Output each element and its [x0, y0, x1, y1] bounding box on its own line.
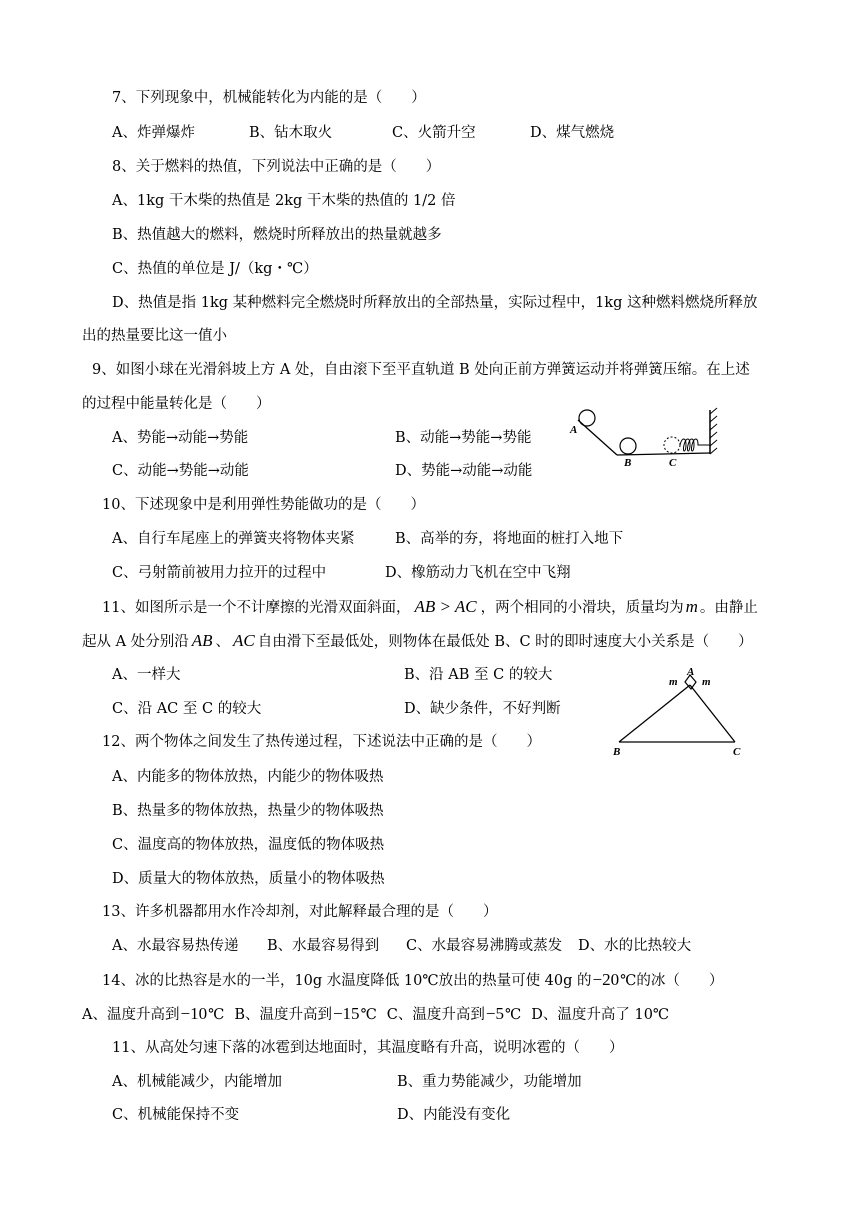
q8-option-a: A、1kg 干木柴的热值是 2kg 干木柴的热值的 1/2 倍 [112, 193, 456, 209]
q11-path-ab: AB [191, 631, 213, 650]
q11-stem-part5: 自由滑下至最低处，则物体在最低处 B、C 时的即时速度大小关系是（ ） [257, 634, 753, 650]
q12-option-b: B、热量多的物体放热，热量少的物体吸热 [112, 803, 384, 819]
q14-option-c-prefix: C、温度升高到 [386, 1007, 485, 1023]
q11-label-m-right: m [702, 676, 711, 688]
q9-stem-line2: 的过程中能量转化是（ ） [82, 396, 271, 412]
q14-option-c-unit: ℃ [505, 1007, 522, 1023]
q10-stem: 10、下述现象中是利用弹性势能做功的是（ ） [102, 497, 425, 513]
q9-ball-a [579, 410, 595, 426]
q9-ball-b [620, 438, 636, 454]
q14-option-d: D、温度升高了 10℃ [531, 1007, 670, 1023]
q11-stem-line1 [102, 598, 758, 617]
q11-stem-part2: ，两个相同的小滑块，质量均为 [480, 600, 684, 616]
q14-option-a-prefix: A、温度升高到 [82, 1007, 180, 1023]
q11-inequality: AB > AC [414, 597, 477, 616]
q15-option-b: B、重力势能减少，功能增加 [397, 1074, 582, 1090]
q11-stem-part3: 。由静止 [699, 600, 758, 616]
q9-spring [680, 439, 710, 451]
q9-label-c: C [669, 457, 677, 469]
q11-figure-double-incline [605, 665, 755, 760]
q14-option-b-prefix: B、温度升高到 [234, 1007, 332, 1023]
q11-stem-part4: 起从 A 处分别沿 [82, 634, 189, 650]
q13-option-c: C、水最容易沸腾或蒸发 [406, 938, 563, 954]
q14-option-b-value: −15 [332, 1004, 360, 1023]
q14-stem [102, 971, 723, 990]
q11-stem-line2 [82, 632, 753, 651]
q13-option-d: D、水的比热较大 [578, 938, 692, 954]
q8-option-c: C、热值的单位是 J/（kg・℃） [112, 261, 318, 277]
q11-stem-part1: 11、如图所示是一个不计摩擦的光滑双面斜面， [102, 600, 411, 616]
q12-option-d: D、质量大的物体放热，质量小的物体吸热 [112, 871, 385, 887]
q15-option-c: C、机械能保持不变 [112, 1107, 240, 1123]
q9-stem-line1: 9、如图小球在光滑斜坡上方 A 处，自由滚下至平直轨道 B 处向正前方弹簧运动并将弹簧压缩。在上述 [92, 362, 750, 378]
q11-option-d: D、缺少条件，不好判断 [404, 701, 561, 717]
q11-label-a: A [687, 666, 695, 678]
q8-option-d-line2: 出的热量要比这一值小 [82, 328, 227, 344]
q9-option-b: B、动能→势能→势能 [395, 430, 532, 446]
q13-stem: 13、许多机器都用水作冷却剂，对此解释最合理的是（ ） [102, 904, 498, 920]
q11-mass-symbol: m [685, 597, 698, 616]
q12-option-c: C、温度高的物体放热，温度低的物体吸热 [112, 837, 385, 853]
q10-option-c: C、弓射箭前被用力拉开的过程中 [112, 565, 327, 581]
q9-option-c: C、动能→势能→动能 [112, 463, 249, 479]
q14-initial-temp: −20 [592, 970, 620, 989]
q7-option-a: A、炸弹爆炸 [112, 125, 195, 141]
q15-stem: 11、从高处匀速下落的冰雹到达地面时，其温度略有升高，说明冰雹的（ ） [112, 1040, 624, 1056]
q11-label-m-left: m [669, 676, 678, 688]
q14-stem-part2: ℃的冰（ ） [620, 973, 724, 989]
q13-option-b: B、水最容易得到 [267, 938, 380, 954]
q8-option-d-line1: D、热值是指 1kg 某种燃料完全燃烧时所释放出的全部热量，实际过程中，1kg 这种燃料燃烧所释放 [112, 295, 758, 311]
q7-option-d: D、煤气燃烧 [530, 125, 615, 141]
q15-option-a: A、机械能减少，内能增加 [112, 1074, 282, 1090]
q15-option-d: D、内能没有变化 [397, 1107, 511, 1123]
q9-figure-slope-spring [560, 400, 730, 472]
q10-option-d: D、橡筋动力飞机在空中飞翔 [385, 565, 571, 581]
q13-option-a: A、水最容易热传递 [112, 938, 239, 954]
q11-separator: 、 [215, 634, 230, 650]
q11-option-c: C、沿 AC 至 C 的较大 [112, 701, 262, 717]
q9-option-d: D、势能→动能→动能 [395, 463, 533, 479]
q9-option-a: A、势能→动能→势能 [112, 430, 249, 446]
q11-label-b: B [613, 746, 621, 758]
q14-stem-part1: 14、冰的比热容是水的一半，10g 水温度降低 10℃放出的热量可使 40g 的 [102, 973, 592, 989]
q14-option-a-unit: ℃ [208, 1007, 225, 1023]
q14-options [82, 1005, 669, 1024]
q9-ball-c [664, 437, 680, 453]
q14-option-a-value: −10 [180, 1004, 208, 1023]
q8-stem: 8、关于燃料的热值，下列说法中正确的是（ ） [112, 159, 441, 175]
q10-option-a: A、自行车尾座上的弹簧夹将物体夹紧 [112, 531, 355, 547]
q7-option-b: B、钻木取火 [249, 125, 333, 141]
q12-option-a: A、内能多的物体放热，内能少的物体吸热 [112, 769, 384, 785]
q8-option-b: B、热值越大的燃料，燃烧时所释放出的热量就越多 [112, 227, 442, 243]
q14-option-c-value: −5 [485, 1004, 504, 1023]
q7-option-c: C、火箭升空 [392, 125, 476, 141]
q10-option-b: B、高举的夯，将地面的桩打入地下 [395, 531, 624, 547]
q11-option-b: B、沿 AB 至 C 的较大 [404, 667, 553, 683]
q11-label-c: C [733, 746, 741, 758]
q9-label-a: A [570, 424, 578, 436]
q14-option-b-unit: ℃ [360, 1007, 377, 1023]
q12-stem: 12、两个物体之间发生了热传递过程，下述说法中正确的是（ ） [102, 734, 541, 750]
q11-path-ac: AC [232, 631, 255, 650]
q9-label-b: B [624, 457, 632, 469]
q7-stem: 7、下列现象中，机械能转化为内能的是（ ） [112, 90, 426, 106]
q11-option-a: A、一样大 [112, 667, 181, 683]
